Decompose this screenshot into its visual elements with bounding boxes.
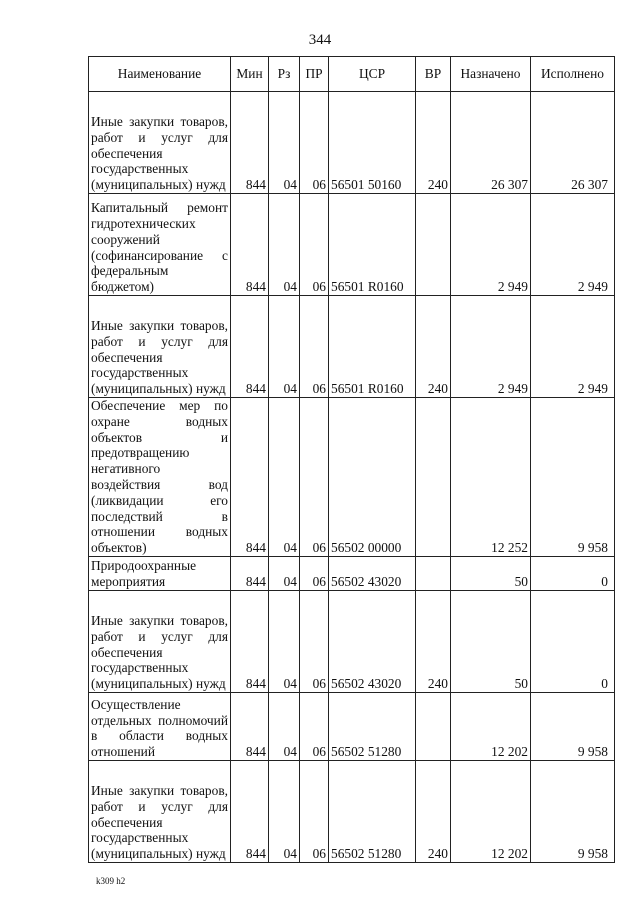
row-executed: 9 958 xyxy=(531,692,615,760)
row-pr: 06 xyxy=(300,92,329,194)
row-min: 844 xyxy=(231,194,269,296)
row-min: 844 xyxy=(231,590,269,692)
row-min: 844 xyxy=(231,296,269,398)
row-vr xyxy=(416,398,451,557)
row-vr: 240 xyxy=(416,296,451,398)
row-vr xyxy=(416,556,451,590)
row-rz: 04 xyxy=(269,92,300,194)
header-vr: ВР xyxy=(416,57,451,92)
header-executed: Исполнено xyxy=(531,57,615,92)
row-executed: 2 949 xyxy=(531,194,615,296)
row-assigned: 12 252 xyxy=(451,398,531,557)
row-rz: 04 xyxy=(269,398,300,557)
row-assigned: 50 xyxy=(451,590,531,692)
row-name: Обеспечение мер по охране водных объектов и предотвращению негативного воздействия вод (ликвидации его последствий в отношении водных объектов) xyxy=(89,398,231,557)
row-assigned: 50 xyxy=(451,556,531,590)
footer-code: k309 h2 xyxy=(96,876,126,886)
row-assigned: 12 202 xyxy=(451,692,531,760)
table-row xyxy=(89,590,615,692)
row-pr: 06 xyxy=(300,296,329,398)
row-executed: 9 958 xyxy=(531,398,615,557)
row-csr: 56502 43020 xyxy=(329,556,416,590)
row-pr: 06 xyxy=(300,760,329,862)
row-assigned: 2 949 xyxy=(451,296,531,398)
row-executed: 2 949 xyxy=(531,296,615,398)
table-row xyxy=(89,692,615,760)
row-name: Осуществление отдельных полномочий в области водных отношений xyxy=(89,692,231,760)
row-pr: 06 xyxy=(300,556,329,590)
row-csr: 56501 R0160 xyxy=(329,194,416,296)
row-vr xyxy=(416,692,451,760)
row-pr: 06 xyxy=(300,590,329,692)
row-csr: 56502 51280 xyxy=(329,760,416,862)
table-header-row xyxy=(89,57,615,92)
header-min: Мин xyxy=(231,57,269,92)
header-assigned: Назначено xyxy=(451,57,531,92)
row-csr: 56502 43020 xyxy=(329,590,416,692)
row-rz: 04 xyxy=(269,194,300,296)
row-vr: 240 xyxy=(416,92,451,194)
page-number: 344 xyxy=(308,32,332,48)
row-executed: 9 958 xyxy=(531,760,615,862)
row-executed: 0 xyxy=(531,590,615,692)
row-min: 844 xyxy=(231,92,269,194)
budget-table xyxy=(88,56,615,863)
row-assigned: 2 949 xyxy=(451,194,531,296)
row-rz: 04 xyxy=(269,296,300,398)
row-name: Иные закупки товаров, работ и услуг для обеспечения государственных (муниципальных) нужд xyxy=(89,760,231,862)
row-csr: 56501 50160 xyxy=(329,92,416,194)
row-rz: 04 xyxy=(269,556,300,590)
row-pr: 06 xyxy=(300,398,329,557)
row-min: 844 xyxy=(231,556,269,590)
row-vr: 240 xyxy=(416,760,451,862)
row-name: Иные закупки товаров, работ и услуг для обеспечения государственных (муниципальных) нужд xyxy=(89,590,231,692)
table-row xyxy=(89,556,615,590)
header-rz: Рз xyxy=(269,57,300,92)
row-pr: 06 xyxy=(300,692,329,760)
row-csr: 56501 R0160 xyxy=(329,296,416,398)
row-min: 844 xyxy=(231,760,269,862)
row-vr: 240 xyxy=(416,590,451,692)
header-csr: ЦСР xyxy=(329,57,416,92)
row-min: 844 xyxy=(231,692,269,760)
row-executed: 0 xyxy=(531,556,615,590)
table-row xyxy=(89,398,615,557)
row-name: Природоохранные мероприятия xyxy=(89,556,231,590)
row-name: Иные закупки товаров, работ и услуг для обеспечения государственных (муниципальных) нужд xyxy=(89,296,231,398)
row-rz: 04 xyxy=(269,590,300,692)
table-row xyxy=(89,92,615,194)
row-min: 844 xyxy=(231,398,269,557)
row-assigned: 12 202 xyxy=(451,760,531,862)
table-row xyxy=(89,194,615,296)
table-row xyxy=(89,296,615,398)
row-name: Иные закупки товаров, работ и услуг для обеспечения государственных (муниципальных) нужд xyxy=(89,92,231,194)
row-csr: 56502 51280 xyxy=(329,692,416,760)
row-csr: 56502 00000 xyxy=(329,398,416,557)
row-pr: 06 xyxy=(300,194,329,296)
row-rz: 04 xyxy=(269,760,300,862)
row-name: Капитальный ремонт гидротехнических сооружений (софинансирование с федеральным бюджетом) xyxy=(89,194,231,296)
row-assigned: 26 307 xyxy=(451,92,531,194)
header-name: Наименование xyxy=(89,57,231,92)
row-executed: 26 307 xyxy=(531,92,615,194)
table-row xyxy=(89,760,615,862)
row-rz: 04 xyxy=(269,692,300,760)
row-vr xyxy=(416,194,451,296)
header-pr: ПР xyxy=(300,57,329,92)
